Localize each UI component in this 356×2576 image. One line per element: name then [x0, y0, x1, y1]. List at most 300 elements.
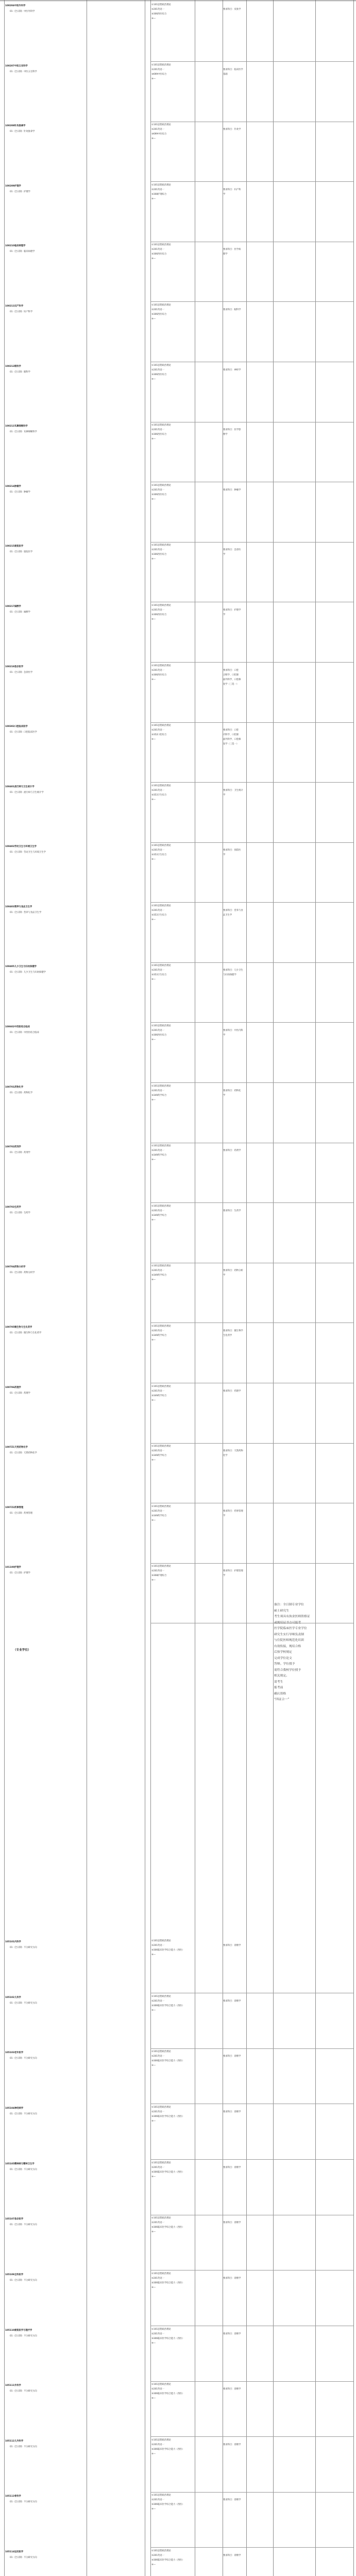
program-code: 105103: [5, 2052, 14, 2054]
program-title: 康复医学: [14, 545, 24, 548]
program-code: 100302: [5, 725, 14, 728]
program-row: [0, 2492, 356, 2547]
exam-subject: ②201英语一: [151, 248, 164, 251]
program-name: [5, 785, 82, 790]
program-title: 运动医学: [14, 2551, 24, 2553]
exam-subject: ①101思想政治理论: [151, 604, 171, 607]
remark-line: 学: [223, 553, 226, 556]
research-direction: 01（全日制）中医外科学: [10, 10, 35, 13]
exam-subject: ①101思想政治理论: [151, 424, 171, 427]
program-title: 内科学: [14, 1941, 21, 1943]
program-row: [0, 782, 356, 842]
exam-subject: ④—: [151, 738, 156, 741]
research-direction: 01（全日制）不分研究方向: [10, 2446, 37, 2448]
exam-subject: ③306临床医学综合能力（西医）: [151, 2558, 184, 2562]
exam-subject: ②201英语一: [151, 2055, 164, 2058]
note-line: 研究生实行导师负责制: [274, 1633, 304, 1636]
remarks: [223, 1089, 247, 1098]
exam-subject: ④—: [151, 2342, 156, 2345]
program-name: [5, 1206, 82, 1210]
remark-line: 复学（三选一）: [223, 742, 239, 745]
exam-subject: ③306西医综合: [151, 373, 167, 376]
program-row: [0, 602, 356, 662]
exam-subjects: [151, 2328, 195, 2346]
remark-line: 基础: [223, 73, 228, 76]
program-name: [5, 1265, 82, 1270]
program-row: [0, 301, 356, 362]
program-code: 100211: [5, 305, 14, 308]
remark-line: 要求科目：肿瘤学: [223, 489, 241, 492]
remarks: [223, 1029, 247, 1038]
exam-subject: ④—: [151, 2230, 156, 2233]
remark-line: 要求科目：诊断学: [223, 1944, 241, 1947]
program-row: [0, 61, 356, 122]
exam-subject: ④—: [151, 1519, 156, 1522]
program-code: 1007Z1: [5, 1446, 15, 1449]
exam-subjects: [151, 1264, 195, 1283]
research-direction: 01（全日制）肿瘤学: [10, 491, 30, 494]
exam-subject: ①101思想政治理论: [151, 2550, 171, 2552]
note-line: 与住院医师规范化培训: [274, 1639, 304, 1642]
program-code: 100218: [5, 666, 14, 668]
program-name: [5, 1326, 82, 1330]
research-direction: 01（全日制）不分研究方向: [10, 2168, 37, 2171]
research-direction: 01（全日制）药物化学: [10, 1092, 33, 1094]
remark-line: 要求科目：皮肤学: [223, 8, 241, 11]
note-line: 完成学位论文: [274, 1656, 292, 1660]
exam-subject: ④—: [151, 197, 156, 200]
exam-subject: ③306临床医学综合能力（西医）: [151, 2503, 184, 2506]
exam-subjects: [151, 2494, 195, 2512]
program-title: 护理学: [14, 185, 21, 188]
exam-subjects: [151, 183, 195, 202]
remarks: [223, 2221, 247, 2226]
exam-subject: ①101思想政治理论: [151, 2328, 171, 2331]
program-code: 100703: [5, 1206, 14, 1209]
section-label-professional: （专业学位）: [13, 1649, 31, 1652]
exam-subject: ①101思想政治理论: [151, 1145, 171, 1147]
program-name: [5, 1996, 82, 2001]
exam-subject: ③306临床医学综合能力（西医）: [151, 2004, 184, 2007]
program-code: 100401: [5, 786, 14, 788]
exam-subjects: [151, 1205, 195, 1223]
research-direction: 01（全日制）不分研究方向: [10, 2279, 37, 2282]
research-direction: 01（全日制）护理学: [10, 1572, 30, 1574]
remark-line: 要求科目：天然药物: [223, 1450, 243, 1452]
exam-subject: ①101思想政治理论: [151, 544, 171, 547]
program-code: 105107: [5, 2218, 14, 2221]
exam-subject: ③306西医综合: [151, 433, 167, 436]
remark-line: 要求科目：营养与食: [223, 909, 243, 912]
program-row: [0, 1202, 356, 1263]
exam-subject: ③349药学综合: [151, 1214, 167, 1217]
program-row: [0, 2436, 356, 2492]
research-direction: 01（全日制）流行病与卫生统计学: [10, 791, 44, 794]
exam-subjects: [151, 364, 195, 382]
note-line: 后按学校规定: [274, 1651, 292, 1654]
exam-subject: ①101思想政治理论: [151, 304, 171, 307]
program-name: [5, 1386, 82, 1391]
program-title: 儿科学: [14, 1996, 21, 1999]
program-row: [0, 421, 356, 482]
program-title: 老年医学: [14, 2052, 24, 2054]
remarks: [223, 669, 247, 687]
program-name: [5, 365, 82, 369]
exam-subject: ②201英语一: [151, 669, 164, 672]
program-code: 100405: [5, 965, 14, 968]
remarks: [223, 1999, 247, 2004]
program-row: [0, 1383, 356, 1443]
remark-line: 面外科学、口腔修: [223, 678, 241, 681]
exam-subject: ③306西医综合: [151, 673, 167, 676]
exam-subject: ③306临床医学综合能力（西医）: [151, 2392, 184, 2395]
exam-subject: ③306临床医学综合能力（西医）: [151, 2448, 184, 2451]
remarks: [223, 368, 247, 373]
program-row: [0, 902, 356, 962]
remark-line: 学: [223, 1033, 226, 1037]
exam-subject: ①101思想政治理论: [151, 64, 171, 66]
program-code: 100213: [5, 425, 14, 428]
exam-subject: ①101思想政治理论: [151, 2050, 171, 2053]
remarks: [223, 2332, 247, 2337]
exam-subject: ③306西医综合: [151, 613, 167, 616]
remarks: [223, 548, 247, 557]
note-line: 考生须具有执业医师资格证: [274, 1615, 310, 1618]
research-direction: 01（全日制）药理学: [10, 1392, 30, 1395]
program-title: 药物化学: [14, 1086, 24, 1089]
exam-subject: ①101思想政治理论: [151, 4, 171, 6]
program-code: 105109: [5, 2274, 14, 2276]
research-direction: 01（全日制）不分研究方向: [10, 2224, 37, 2226]
exam-subjects: [151, 2383, 195, 2401]
research-direction: 01（全日制）急诊医学: [10, 671, 33, 674]
program-row: [0, 1082, 356, 1143]
exam-subjects: [151, 2272, 195, 2291]
program-row: [0, 1503, 356, 1563]
remarks: [223, 608, 247, 618]
exam-subject: ④—: [151, 17, 156, 20]
research-direction: 01（全日制）药事管理: [10, 1512, 33, 1515]
exam-subject: ②201英语一: [151, 128, 164, 131]
program-title: 神经病学: [14, 2107, 24, 2110]
exam-subjects: [151, 664, 195, 683]
exam-subject: ②201英语一: [151, 8, 164, 11]
exam-subjects: [151, 1325, 195, 1343]
remark-line: 要求科目：生药学: [223, 1210, 241, 1212]
program-name: [5, 905, 82, 910]
exam-subject: ④—: [151, 1038, 156, 1041]
exam-subjects: [151, 484, 195, 502]
exam-subject: ③306西医综合: [151, 553, 167, 556]
remark-line: 要求科目：药事管理: [223, 1510, 243, 1513]
research-direction: 01（全日制）微生物与生化药学: [10, 1332, 42, 1334]
program-name: [5, 845, 82, 850]
exam-subject: ③306西医综合: [151, 313, 167, 316]
exam-subject: ④—: [151, 858, 156, 861]
exam-subject: ③349药学综合: [151, 1274, 167, 1277]
program-code: 105112: [5, 2440, 14, 2443]
exam-subjects: [151, 303, 195, 322]
program-row: [0, 2547, 356, 2576]
exam-subject: ②201英语一: [151, 2443, 164, 2446]
exam-subject: ④—: [151, 2064, 156, 2067]
exam-subject: ③306临床医学综合能力（西医）: [151, 2059, 184, 2062]
exam-subject: ②201英语一: [151, 1089, 164, 1092]
program-title: 急诊医学: [14, 2218, 24, 2221]
remarks: [223, 68, 247, 77]
exam-subject: ①101思想政治理论: [151, 1325, 171, 1328]
program-row: [0, 482, 356, 542]
research-direction: 01（全日制）儿少卫生与妇幼保健学: [10, 971, 46, 974]
program-row: [0, 842, 356, 902]
remark-line: 要求科目：医学病: [223, 248, 241, 251]
exam-subjects: [151, 1385, 195, 1403]
exam-subject: ②201英语一: [151, 2554, 164, 2557]
program-title: 流行病与卫生统计学: [14, 786, 35, 788]
research-direction: 01（全日制）营养与食品卫生学: [10, 911, 42, 914]
exam-subject: ③349药学综合: [151, 1454, 167, 1457]
exam-subject: ②201英语一: [151, 1569, 164, 1572]
program-row: [0, 1142, 356, 1202]
exam-subject: ②201英语一: [151, 1209, 164, 1212]
remark-line: 要求科目：诊断学: [223, 2499, 241, 2501]
exam-subject: ②201英语一: [151, 1999, 164, 2003]
exam-subject: ③352口腔综合: [151, 733, 167, 736]
program-code: 100706: [5, 1386, 14, 1389]
remark-line: 学: [223, 1274, 226, 1277]
program-code: 100215: [5, 545, 14, 548]
exam-subject: ④—: [151, 557, 156, 561]
remark-line: 要求科目：临床医学: [223, 69, 243, 71]
program-name: [5, 4, 82, 9]
program-name: [5, 64, 82, 69]
remarks: [223, 1149, 247, 1154]
research-direction: 01（全日制）药剂学: [10, 1151, 30, 1154]
research-direction: 01（全日制）不分研究方向: [10, 2390, 37, 2393]
exam-subject: ①101思想政治理论: [151, 2106, 171, 2109]
remark-line: 要求科目：儿少卫生: [223, 969, 243, 972]
remark-line: 要求科目：诊断学: [223, 2444, 241, 2446]
program-code: 100602: [5, 1026, 14, 1028]
remarks: [223, 2554, 247, 2558]
exam-subject: ③306临床医学综合能力（西医）: [151, 2115, 184, 2118]
research-direction: 01（全日制）不分研究方向: [10, 1946, 37, 1949]
remarks: [223, 969, 247, 978]
program-title: 生药学: [14, 1206, 21, 1209]
research-direction: 01（全日制）天然药物化学: [10, 1452, 37, 1454]
exam-subjects: [151, 1565, 195, 1583]
program-name: [5, 1506, 82, 1511]
program-row: [0, 2104, 356, 2159]
exam-subject: ②201英语一: [151, 308, 164, 311]
remark-line: 要求科目：药理学: [223, 1390, 241, 1393]
exam-subject: ③308护理综合: [151, 193, 167, 196]
program-code: 100207: [5, 65, 14, 67]
exam-subjects: [151, 904, 195, 923]
program-title: 精神病与精神卫生学: [14, 2163, 35, 2165]
exam-subject: ②201英语一: [151, 2387, 164, 2391]
program-row: [0, 1, 356, 61]
exam-subject: ②201英语一: [151, 2498, 164, 2501]
note-line: “四证合一”: [274, 1698, 290, 1701]
exam-subject: ③306临床医学综合能力（西医）: [151, 2281, 184, 2284]
remarks: [223, 128, 247, 132]
program-name: [5, 124, 82, 129]
remarks: [223, 1389, 247, 1394]
program-name: [5, 184, 82, 189]
program-row: [0, 1443, 356, 1503]
remark-line: 内科学、口腔颌: [223, 733, 239, 736]
exam-subject: ②201英语一: [151, 1329, 164, 1332]
remark-line: 学: [223, 853, 226, 856]
program-name: [5, 605, 82, 609]
program-title: 药物分析学: [14, 1266, 26, 1268]
exam-subjects: [151, 243, 195, 262]
exam-subject: ③349药学综合: [151, 1514, 167, 1517]
research-direction: 01（全日制）不分研究方向: [10, 2002, 37, 2005]
exam-subject: ④—: [151, 2507, 156, 2511]
exam-subjects: [151, 2106, 195, 2124]
exam-subject: ②201英语一: [151, 548, 164, 551]
exam-subject: ②201英语一: [151, 608, 164, 612]
exam-subjects: [151, 2438, 195, 2457]
remark-line: 要求科目：医学影: [223, 429, 241, 431]
note-line: 需符合我校学位授予: [274, 1668, 301, 1672]
exam-subjects: [151, 844, 195, 862]
remarks: [223, 1944, 247, 1948]
remark-line: 要求科目：护理管理: [223, 1570, 243, 1572]
program-title: 麻醉学: [14, 605, 21, 608]
program-row: [0, 1993, 356, 2048]
exam-subject: ④—: [151, 257, 156, 260]
research-direction: 01（全日制）中医五官科学: [10, 71, 37, 73]
exam-subjects: [151, 724, 195, 742]
program-code: 105102: [5, 1996, 14, 1999]
exam-subject: ④—: [151, 77, 156, 80]
remarks: [223, 1510, 247, 1519]
exam-subjects: [151, 1445, 195, 1463]
remark-line: 像学: [223, 433, 228, 436]
note-line: 硕士研究生: [274, 1609, 289, 1613]
program-row: [0, 2270, 356, 2326]
program-name: [5, 545, 82, 549]
exam-subjects: [151, 784, 195, 803]
exam-subject: ②201英语一: [151, 1510, 164, 1513]
exam-subject: ①101思想政治理论: [151, 364, 171, 367]
program-title: 微生物与生化药学: [14, 1326, 32, 1329]
exam-subject: ③306临床医学综合能力（西医）: [151, 1948, 184, 1952]
remarks: [223, 488, 247, 493]
remark-line: 化学: [223, 1454, 228, 1457]
research-direction: 01（全日制）耳鼻咽喉科学: [10, 431, 37, 433]
remarks: [223, 2498, 247, 2503]
exam-subject: ③349药学综合: [151, 1394, 167, 1397]
exam-subjects: [151, 964, 195, 982]
exam-subjects: [151, 2050, 195, 2069]
remarks: [223, 308, 247, 313]
exam-subject: ③306西医综合: [151, 1033, 167, 1037]
program-title: 中医外科学: [14, 5, 26, 7]
remark-line: 要求科目：妇产科: [223, 189, 241, 191]
exam-subject: ④—: [151, 1953, 156, 1956]
exam-subject: ②201英语一: [151, 1029, 164, 1032]
remarks: [223, 789, 247, 798]
exam-subject: ①101思想政治理论: [151, 2494, 171, 2497]
research-direction: 01（全日制）劳动卫生与环境卫生学: [10, 851, 46, 854]
program-row: [0, 662, 356, 722]
remark-line: 要求科目：微生物学: [223, 1330, 243, 1332]
remark-line: 要求科目：诊断学: [223, 2111, 241, 2113]
program-title: 骨科学: [14, 2495, 21, 2498]
exam-subject: ①101思想政治理论: [151, 665, 171, 667]
exam-subject: ①101思想政治理论: [151, 244, 171, 246]
remark-line: 生化药学: [223, 1334, 232, 1337]
program-code: 100210: [5, 245, 14, 247]
exam-subjects: [151, 2161, 195, 2180]
program-title: 妇产科学: [14, 305, 24, 308]
exam-subject: ①101思想政治理论: [151, 964, 171, 967]
program-row: [0, 2048, 356, 2104]
program-title: 针灸推拿学: [14, 125, 26, 127]
program-code: 105101: [5, 1941, 14, 1943]
remark-line: 要求科目：诊断学: [223, 2055, 241, 2058]
exam-subject: ③306临床医学综合能力（西医）: [151, 2337, 184, 2340]
program-row: [0, 121, 356, 181]
remarks: [223, 1449, 247, 1459]
exam-subject: ②201英语一: [151, 68, 164, 71]
exam-subject: ①101思想政治理论: [151, 2162, 171, 2164]
exam-subject: ③699中医综合: [151, 132, 167, 135]
note-line: 确认资格: [274, 1692, 286, 1696]
exam-subject: ④—: [151, 918, 156, 921]
exam-subject: ④—: [151, 2009, 156, 2012]
research-direction: 01（全日制）不分研究方向: [10, 2113, 37, 2115]
exam-subject: ②201英语一: [151, 2277, 164, 2280]
program-name: [5, 2217, 82, 2222]
program-name: [5, 304, 82, 309]
remark-line: 要求科目：诊断学: [223, 2277, 241, 2280]
exam-subjects: [151, 1024, 195, 1043]
remark-line: 学: [223, 1574, 226, 1577]
exam-subject: ②201英语一: [151, 969, 164, 972]
program-name: [5, 485, 82, 489]
exam-subject: ④—: [151, 1278, 156, 1281]
exam-subject: ③308护理综合: [151, 1574, 167, 1577]
remark-line: 要求科目：诊断学: [223, 2166, 241, 2169]
remark-line: 要求科目：神经学: [223, 369, 241, 371]
remark-line: 复学（三选一）: [223, 683, 239, 686]
program-title: 外科学: [14, 2384, 21, 2387]
exam-subject: ②201英语一: [151, 488, 164, 492]
program-title: 劳动卫生与环境卫生学: [14, 845, 37, 848]
remark-line: 要求科目：卫生统计: [223, 789, 243, 792]
program-name: [5, 2329, 82, 2333]
remark-line: 学: [223, 613, 226, 616]
program-title: 临床病理学: [14, 245, 26, 247]
program-code: 100701: [5, 1086, 14, 1089]
remark-line: 理学: [223, 252, 228, 256]
remarks: [223, 1209, 247, 1214]
program-code: 1007Z2: [5, 1506, 15, 1509]
program-row: [0, 722, 356, 782]
remarks: [223, 909, 247, 918]
exam-subject: ①101思想政治理论: [151, 905, 171, 907]
remarks: [223, 248, 247, 257]
exam-subject: ④—: [151, 137, 156, 140]
program-row: [0, 181, 356, 242]
remarks: [223, 1329, 247, 1338]
exam-subject: ④—: [151, 978, 156, 981]
